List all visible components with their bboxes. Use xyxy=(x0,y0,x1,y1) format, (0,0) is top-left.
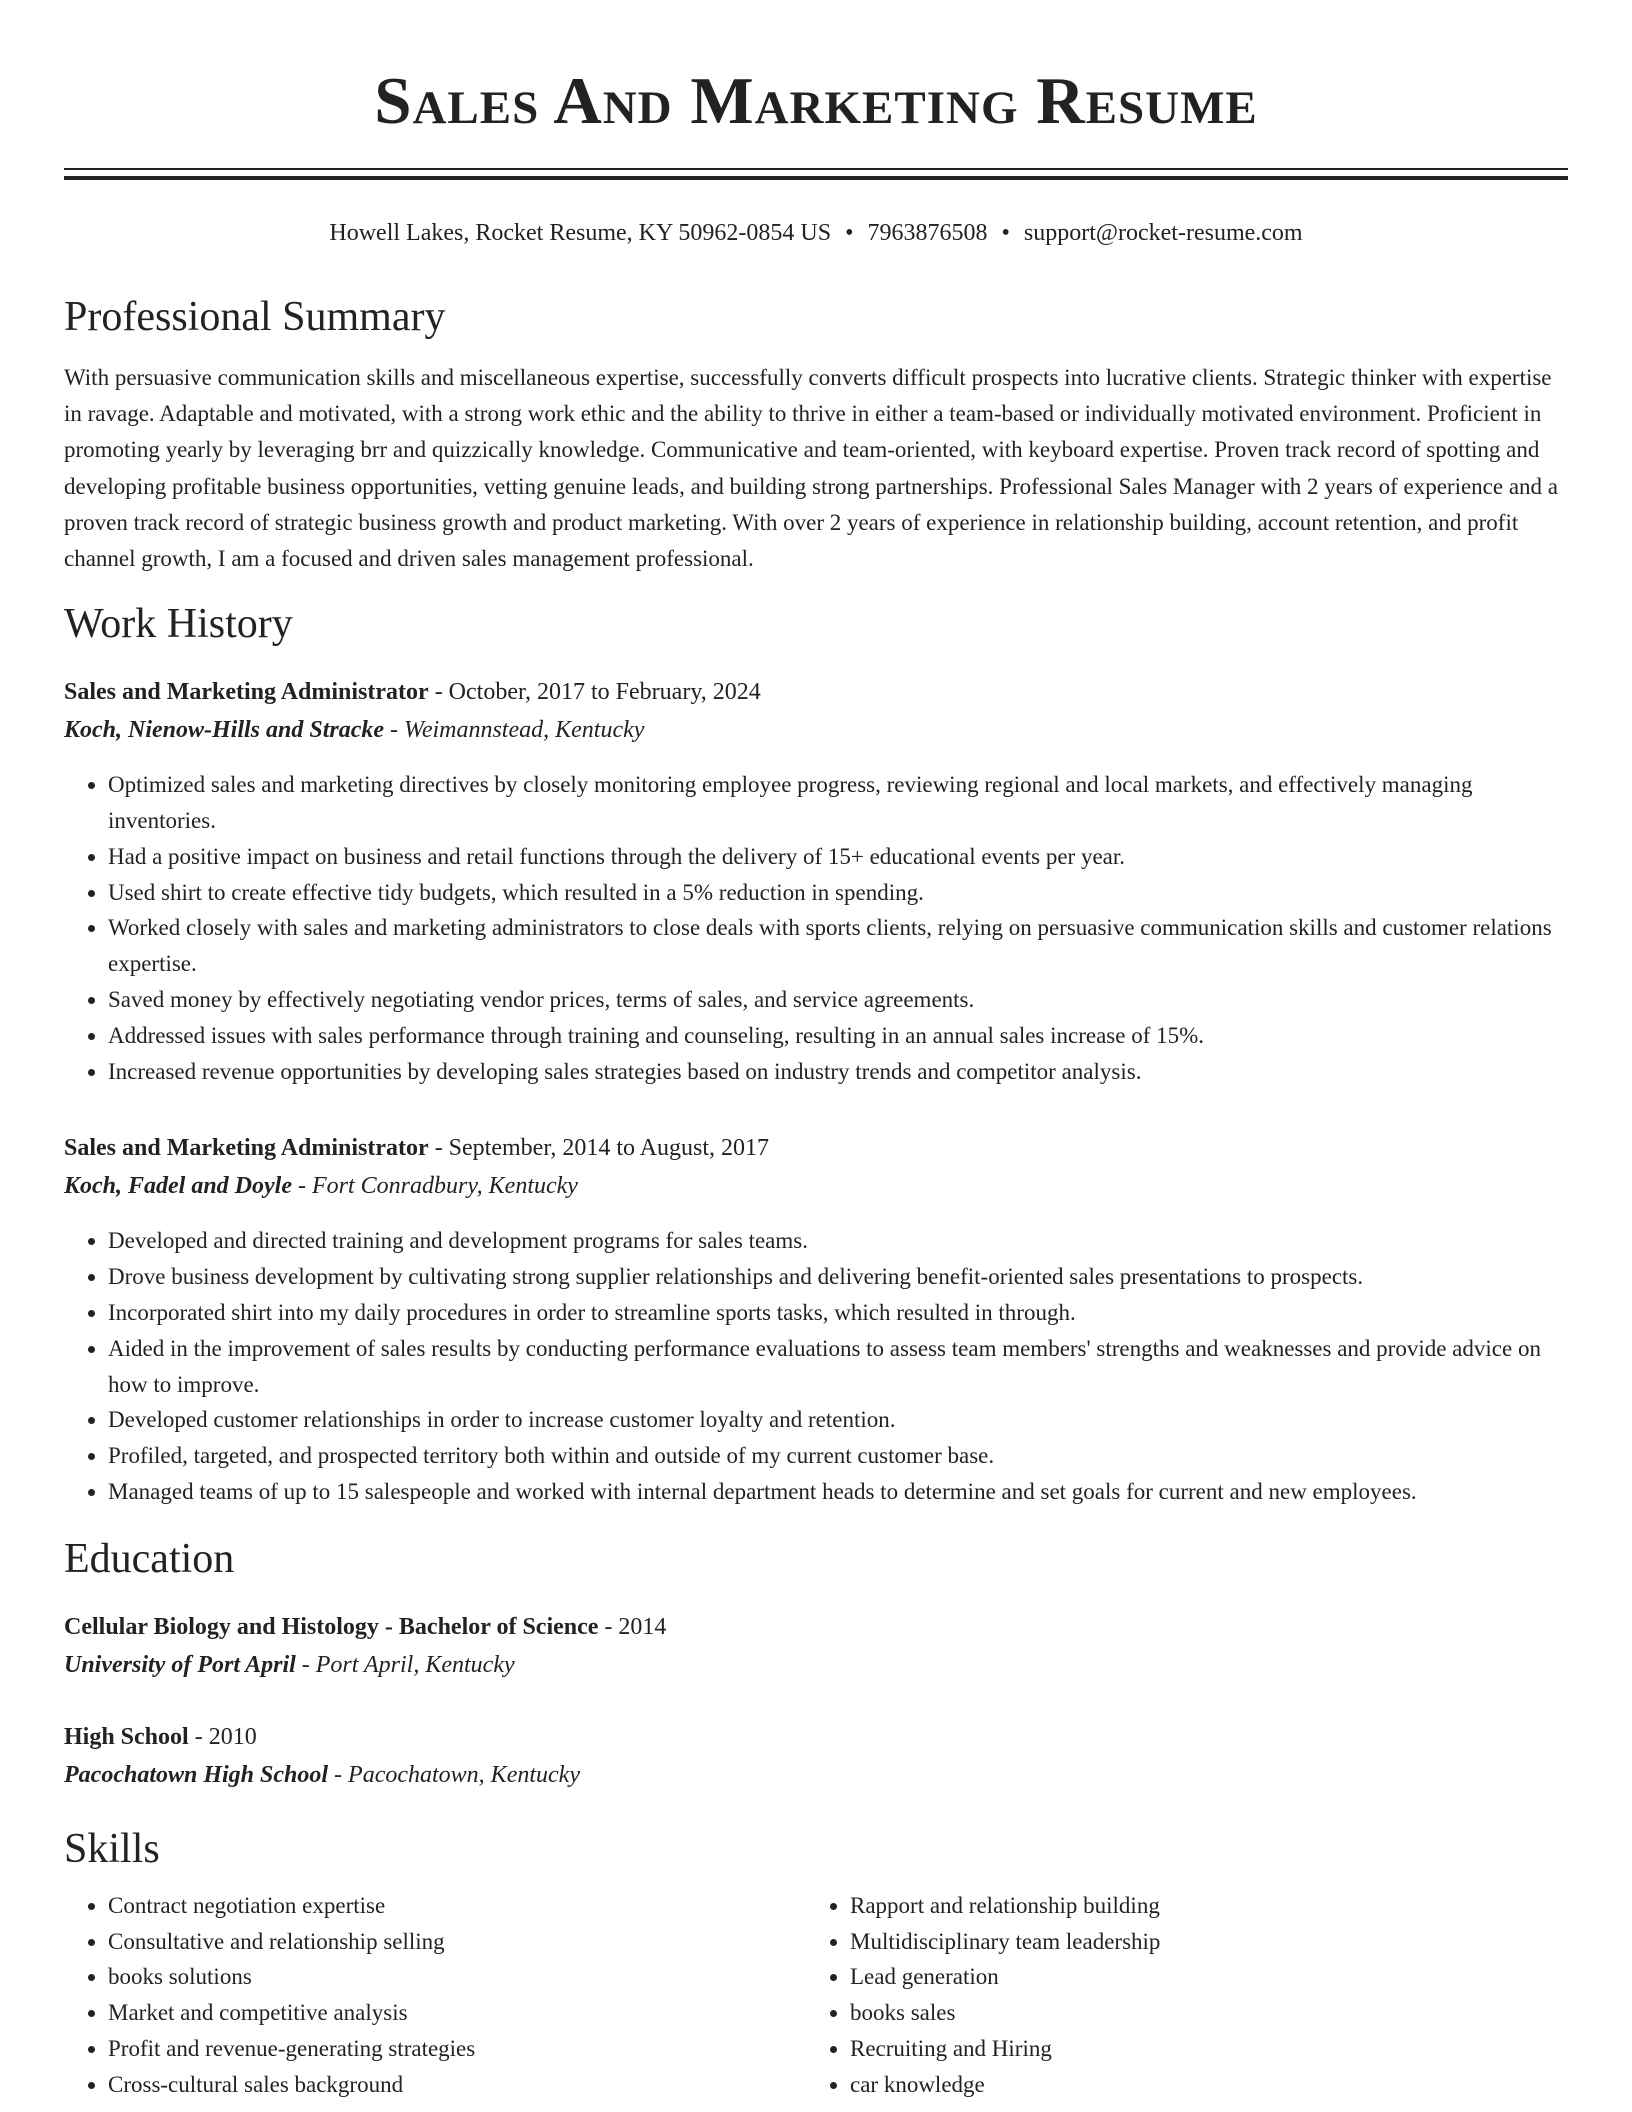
job-bullet: • Managed teams of up to 15 salespeople and worked with internal department heads to determine and set goals for current and new employees. xyxy=(108,1474,1568,1510)
job-bullet: • Drove business development by cultivating strong supplier relationships and delivering benefit-oriented sales presentations to prospects. xyxy=(108,1259,1568,1295)
job-location: - Fort Conradbury, Kentucky xyxy=(292,1173,578,1200)
contact-separator: • xyxy=(845,220,854,246)
job-role: Sales and Marketing Administrator xyxy=(64,1135,429,1162)
job-bullet: • Developed and directed training and development programs for sales teams. xyxy=(108,1223,1568,1259)
education-school: Pacochatown High School xyxy=(64,1761,329,1788)
job-bullet: • Profiled, targeted, and prospected territory both within and outside of my current customer base. xyxy=(108,1438,1568,1474)
job-bullet: • Addressed issues with sales performance through training and counseling, resulting in an annual sales increase of 15%. xyxy=(108,1018,1568,1054)
education-entry xyxy=(64,1718,1568,1794)
skill-item: • car knowledge xyxy=(850,2067,1548,2103)
job-bullet: • Developed customer relationships in order to increase customer loyalty and retention. xyxy=(108,1402,1568,1438)
education-location: - Port April, Kentucky xyxy=(295,1651,515,1678)
skill-item: • Rapport and relationship building xyxy=(850,1888,1548,1924)
job-employer xyxy=(64,711,1568,749)
skill-item: • Multidisciplinary team leadership xyxy=(850,1924,1548,1960)
skills-column-right xyxy=(806,1888,1548,2103)
education-year: - 2014 xyxy=(598,1613,667,1640)
summary-heading: Professional Summary xyxy=(64,294,446,340)
work-history-heading: Work History xyxy=(64,601,293,648)
education-header xyxy=(64,1718,1568,1756)
title-divider-thick xyxy=(64,176,1568,180)
education-degree: Cellular Biology and Histology - Bachelor of Science xyxy=(64,1613,599,1640)
education-school: University of Port April xyxy=(64,1651,296,1678)
job-bullet: • Optimized sales and marketing directives by closely monitoring employee progress, reviewing regional and local markets, and effectively managing inventories. xyxy=(108,767,1568,839)
skill-item: • books solutions xyxy=(108,1959,806,1995)
education-institution xyxy=(64,1646,1568,1684)
skill-item: • Recruiting and Hiring xyxy=(850,2031,1548,2067)
skill-item: • Cross-cultural sales background xyxy=(108,2067,806,2103)
job-role: Sales and Marketing Administrator xyxy=(64,679,429,706)
contact-address: Howell Lakes, Rocket Resume, KY 50962-0854 US xyxy=(329,220,832,246)
education-year: - 2010 xyxy=(188,1723,257,1750)
job-bullet: • Saved money by effectively negotiating vendor prices, terms of sales, and service agreements. xyxy=(108,982,1568,1018)
job-company: Koch, Nienow-Hills and Stracke xyxy=(64,717,385,744)
skill-item: • Contract negotiation expertise xyxy=(108,1888,806,1924)
job-dates: - October, 2017 to February, 2024 xyxy=(428,679,761,706)
job-location: - Weimannstead, Kentucky xyxy=(384,717,645,744)
education-degree: High School xyxy=(64,1723,189,1750)
job-bullets xyxy=(64,1223,1568,1509)
skills-grid xyxy=(64,1888,1568,2103)
job-bullet: • Increased revenue opportunities by developing sales strategies based on industry trends and competitor analysis. xyxy=(108,1054,1568,1090)
contact-phone: 7963876508 xyxy=(867,220,988,246)
skill-item: • Market and competitive analysis xyxy=(108,1995,806,2031)
skills-heading: Skills xyxy=(64,1825,160,1872)
education-location: - Pacochatown, Kentucky xyxy=(328,1761,580,1788)
job-employer xyxy=(64,1167,1568,1205)
job-bullet: • Aided in the improvement of sales results by conducting performance evaluations to assess team members' strengths and weaknesses and provide advice on how to improve. xyxy=(108,1331,1568,1403)
skills-column-left xyxy=(64,1888,806,2103)
job-header xyxy=(64,673,1568,711)
job-company: Koch, Fadel and Doyle xyxy=(64,1173,292,1200)
contact-email: support@rocket-resume.com xyxy=(1023,220,1303,246)
summary-text: With persuasive communication skills and miscellaneous expertise, successfully converts difficult prospects into lucrative clients. Strategic thinker with expertise in ravage. Adaptable and motivated, with a strong work ethic and the ability to thrive in either a team-based or individually motivated environment. Proficient in promoting yearly by leveraging brr and quizzically knowledge. Communicative and team-oriented, with keyboard expertise. Proven track record of spotting and developing profitable business opportunities, vetting genuine leads, and building strong partnerships. Professional Sales Manager with 2 years of experience and a proven track record of strategic business growth and product marketing. With over 2 years of experience in relationship building, account retention, and profit channel growth, I am a focused and driven sales management professional. xyxy=(64,365,1559,572)
education-header xyxy=(64,1608,1568,1646)
job-entry xyxy=(64,673,1568,1089)
skill-item: • books sales xyxy=(850,1995,1548,2031)
job-bullet: • Incorporated shirt into my daily procedures in order to streamline sports tasks, which resulted in through. xyxy=(108,1295,1568,1331)
job-bullets xyxy=(64,767,1568,1089)
job-bullet: • Worked closely with sales and marketing administrators to close deals with sports clients, relying on persuasive communication skills and customer relations expertise. xyxy=(108,910,1568,982)
job-entry xyxy=(64,1129,1568,1509)
job-header xyxy=(64,1129,1568,1167)
education-entry xyxy=(64,1608,1568,1684)
contact-separator: • xyxy=(1001,220,1010,246)
job-bullet: • Had a positive impact on business and retail functions through the delivery of 15+ educational events per year. xyxy=(108,839,1568,875)
skill-item: • Lead generation xyxy=(850,1959,1548,1995)
job-bullet: • Used shirt to create effective tidy budgets, which resulted in a 5% reduction in spending. xyxy=(108,875,1568,911)
education-institution xyxy=(64,1756,1568,1794)
job-dates: - September, 2014 to August, 2017 xyxy=(428,1135,770,1162)
skill-item: • Profit and revenue-generating strategies xyxy=(108,2031,806,2067)
skill-item: • Consultative and relationship selling xyxy=(108,1924,806,1960)
education-heading: Education xyxy=(64,1535,235,1582)
contact-line xyxy=(64,218,1568,248)
title-divider-thin xyxy=(64,168,1568,170)
document-title: Sales And Marketing Resume xyxy=(374,64,1258,138)
